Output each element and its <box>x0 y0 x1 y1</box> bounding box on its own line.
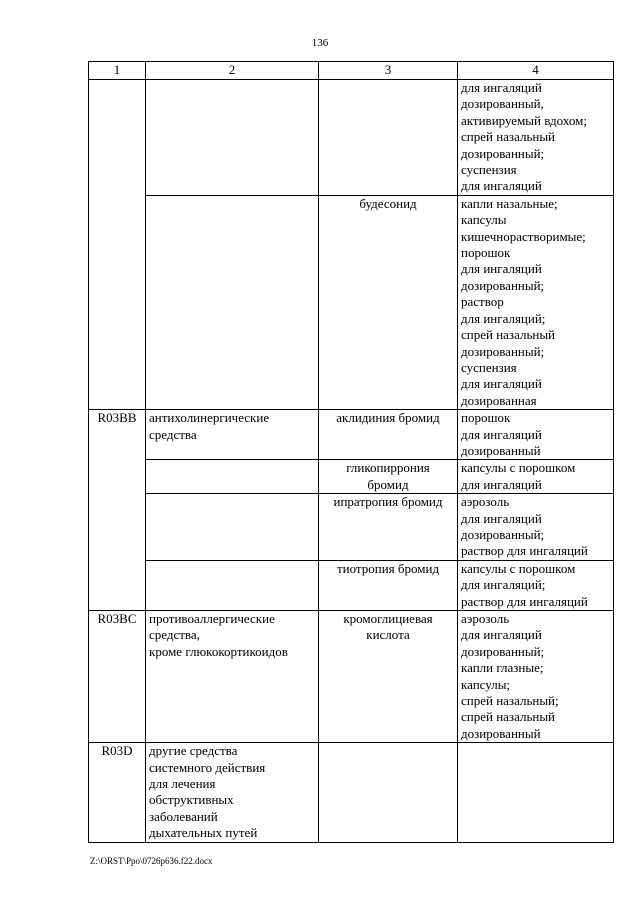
dosage-form-line: для ингаляций <box>461 510 542 526</box>
group-name-cell <box>146 195 319 409</box>
dosage-form-line: капли глазные; <box>461 660 544 676</box>
table-row <box>89 80 614 196</box>
dosage-form-line: капли назальные; <box>461 195 558 211</box>
drug-name-line: ипратропия бромид <box>333 494 443 510</box>
dosage-form-cell <box>458 743 614 842</box>
footer-file-path: Z:\ORST\Ppo\0726p636.f22.docx <box>90 856 213 866</box>
dosage-form-line: суспензия <box>461 162 517 178</box>
dosage-form-cell <box>458 494 614 561</box>
drug-name-cell <box>319 494 458 561</box>
dosage-form-line: дозированный; <box>461 526 545 542</box>
dosage-form-line: дозированный, <box>461 96 544 112</box>
drug-name-line: бромид <box>367 476 409 492</box>
group-name-cell <box>146 494 319 561</box>
dosage-form-line: для ингаляций <box>461 476 542 492</box>
table-body <box>89 80 614 843</box>
dosage-form-line: спрей назальный; <box>461 693 559 709</box>
dosage-form-line: раствор для ингаляций <box>461 593 588 609</box>
drug-name-cell <box>319 410 458 460</box>
drug-name-cell <box>319 460 458 494</box>
atc-code-cell <box>89 80 146 410</box>
dosage-form-line: кишечнорастворимые; <box>461 228 586 244</box>
dosage-form-line: порошок <box>461 410 511 426</box>
dosage-form-line: раствор <box>461 294 504 310</box>
drug-list-table <box>88 61 614 843</box>
table-row <box>89 611 614 743</box>
dosage-form-cell <box>458 460 614 494</box>
dosage-form-cell <box>458 195 614 409</box>
group-name-line: дыхательных путей <box>149 825 258 841</box>
dosage-form-line: для ингаляций <box>461 80 542 95</box>
drug-name-cell <box>319 80 458 196</box>
drug-name-cell <box>319 195 458 409</box>
drug-name-cell <box>319 611 458 743</box>
group-name-line: средства, <box>149 627 200 643</box>
drug-name-line: будесонид <box>359 195 417 211</box>
group-name-cell <box>146 560 319 610</box>
table-row <box>89 560 614 610</box>
drug-name-cell <box>319 743 458 842</box>
dosage-form-line: аэрозоль <box>461 494 510 510</box>
group-name-cell <box>146 460 319 494</box>
dosage-form-line: дозированный <box>461 442 541 458</box>
dosage-form-line: для ингаляций <box>461 261 542 277</box>
dosage-form-cell <box>458 560 614 610</box>
dosage-form-line: дозированный <box>461 725 541 741</box>
group-name-line: обструктивных <box>149 792 234 808</box>
dosage-form-cell <box>458 80 614 196</box>
drug-name-line: аклидиния бромид <box>336 410 440 426</box>
atc-code-cell: R03BB <box>89 410 146 611</box>
group-name-line: противоаллергические <box>149 611 275 626</box>
dosage-form-line: для ингаляций; <box>461 310 546 326</box>
group-name-cell <box>146 80 319 196</box>
dosage-form-line: для ингаляций <box>461 627 542 643</box>
group-name-line: кроме глюкокортикоидов <box>149 643 288 659</box>
dosage-form-line: спрей назальный <box>461 709 556 725</box>
column-header-1: 1 <box>89 62 146 80</box>
dosage-form-line: дозированный; <box>461 145 545 161</box>
dosage-form-line: для ингаляций <box>461 178 542 194</box>
group-name-line: средства <box>149 426 197 442</box>
group-name-cell <box>146 611 319 743</box>
dosage-form-line: для ингаляций; <box>461 577 546 593</box>
group-name-line: системного действия <box>149 759 266 775</box>
drug-name-cell <box>319 560 458 610</box>
group-name-line: для лечения <box>149 776 216 792</box>
table-row <box>89 743 614 842</box>
dosage-form-line: дозированный; <box>461 277 545 293</box>
table-row <box>89 410 614 460</box>
atc-code-cell: R03D <box>89 743 146 842</box>
column-header-4: 4 <box>458 62 614 80</box>
dosage-form-cell <box>458 611 614 743</box>
dosage-form-line: капсулы <box>461 212 507 228</box>
table-row <box>89 460 614 494</box>
dosage-form-cell <box>458 410 614 460</box>
dosage-form-line: капсулы с порошком <box>461 560 576 576</box>
dosage-form-line: активируемый вдохом; <box>461 112 587 128</box>
page-number: 136 <box>311 37 329 49</box>
column-header-2: 2 <box>146 62 319 80</box>
column-header-3: 3 <box>319 62 458 80</box>
group-name-line: антихолинергические <box>149 410 270 426</box>
drug-name-line: кислота <box>366 627 410 643</box>
dosage-form-line: для ингаляций <box>461 426 542 442</box>
dosage-form-line: спрей назальный <box>461 129 556 145</box>
table-row <box>89 195 614 409</box>
dosage-form-line: порошок <box>461 245 511 261</box>
dosage-form-line: капсулы с порошком <box>461 460 576 476</box>
group-name-line: заболеваний <box>149 808 218 824</box>
dosage-form-line: дозированный; <box>461 643 545 659</box>
dosage-form-line: спрей назальный <box>461 327 556 343</box>
dosage-form-line: раствор для ингаляций <box>461 543 588 559</box>
dosage-form-line: дозированный; <box>461 343 545 359</box>
group-name-line: другие средства <box>149 743 238 759</box>
dosage-form-line: для ингаляций <box>461 376 542 392</box>
dosage-form-line: суспензия <box>461 359 517 375</box>
group-name-cell <box>146 410 319 460</box>
dosage-form-line: капсулы; <box>461 676 511 692</box>
dosage-form-line: дозированная <box>461 392 537 408</box>
group-name-cell <box>146 743 319 842</box>
atc-code-cell: R03BC <box>89 611 146 743</box>
table-header-row <box>89 62 614 80</box>
drug-name-line: кромоглициевая <box>343 611 433 626</box>
drug-name-line: гликопиррония <box>346 460 430 476</box>
dosage-form-line: аэрозоль <box>461 611 510 626</box>
table-row <box>89 494 614 561</box>
drug-name-line: тиотропия бромид <box>336 560 440 576</box>
